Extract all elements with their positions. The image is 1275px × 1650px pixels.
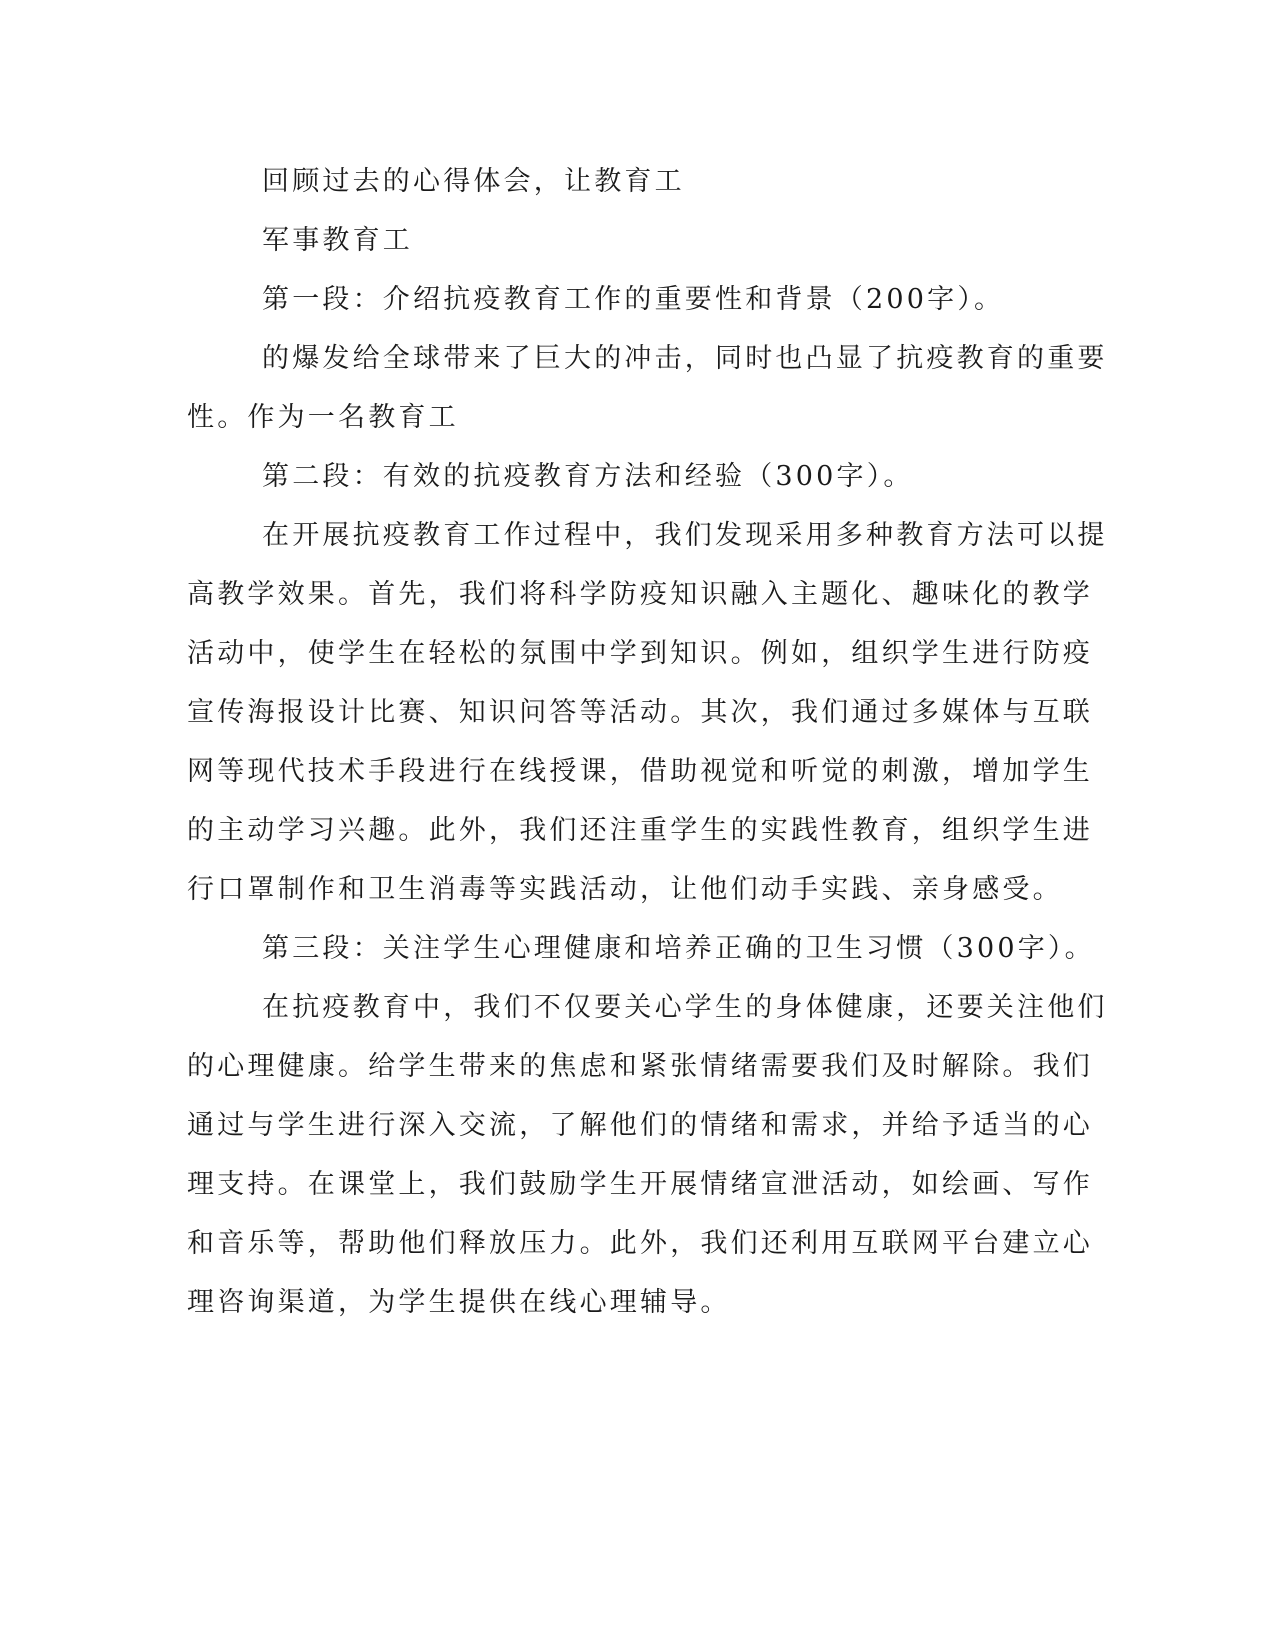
text-line: 网等现代技术手段进行在线授课，借助视觉和听觉的刺激，增加学生: [187, 756, 1093, 787]
text-line: 理支持。在课堂上，我们鼓励学生开展情绪宣泄活动，如绘画、写作: [187, 1169, 1093, 1200]
text-line: 理咨询渠道，为学生提供在线心理辅导。: [187, 1287, 731, 1318]
paragraph-heading: 第一段：介绍抗疫教育工作的重要性和背景（200字）。: [262, 284, 1005, 315]
text-line: 的爆发给全球带来了巨大的冲击，同时也凸显了抗疫教育的重要: [262, 343, 1108, 374]
text-line: 性。作为一名教育工: [187, 402, 459, 433]
text-line: 行口罩制作和卫生消毒等实践活动，让他们动手实践、亲身感受。: [187, 874, 1063, 905]
text-line: 在抗疫教育中，我们不仅要关心学生的身体健康，还要关注他们: [262, 992, 1108, 1023]
text-line: 通过与学生进行深入交流，了解他们的情绪和需求，并给予适当的心: [187, 1110, 1093, 1141]
text-line: 在开展抗疫教育工作过程中，我们发现采用多种教育方法可以提: [262, 520, 1108, 551]
text-line: 活动中，使学生在轻松的氛围中学到知识。例如，组织学生进行防疫: [187, 638, 1093, 669]
paragraph-heading: 第三段：关注学生心理健康和培养正确的卫生习惯（300字）。: [262, 933, 1095, 964]
text-line: 的心理健康。给学生带来的焦虑和紧张情绪需要我们及时解除。我们: [187, 1051, 1093, 1082]
text-line: 的主动学习兴趣。此外，我们还注重学生的实践性教育，组织学生进: [187, 815, 1093, 846]
text-line: 军事教育工: [262, 225, 413, 256]
text-line: 宣传海报设计比赛、知识问答等活动。其次，我们通过多媒体与互联: [187, 697, 1093, 728]
text-line: 高教学效果。首先，我们将科学防疫知识融入主题化、趣味化的教学: [187, 579, 1093, 610]
text-line: 和音乐等，帮助他们释放压力。此外，我们还利用互联网平台建立心: [187, 1228, 1093, 1259]
text-line: 回顾过去的心得体会，让教育工: [262, 166, 685, 197]
paragraph-heading: 第二段：有效的抗疫教育方法和经验（300字）。: [262, 461, 914, 492]
